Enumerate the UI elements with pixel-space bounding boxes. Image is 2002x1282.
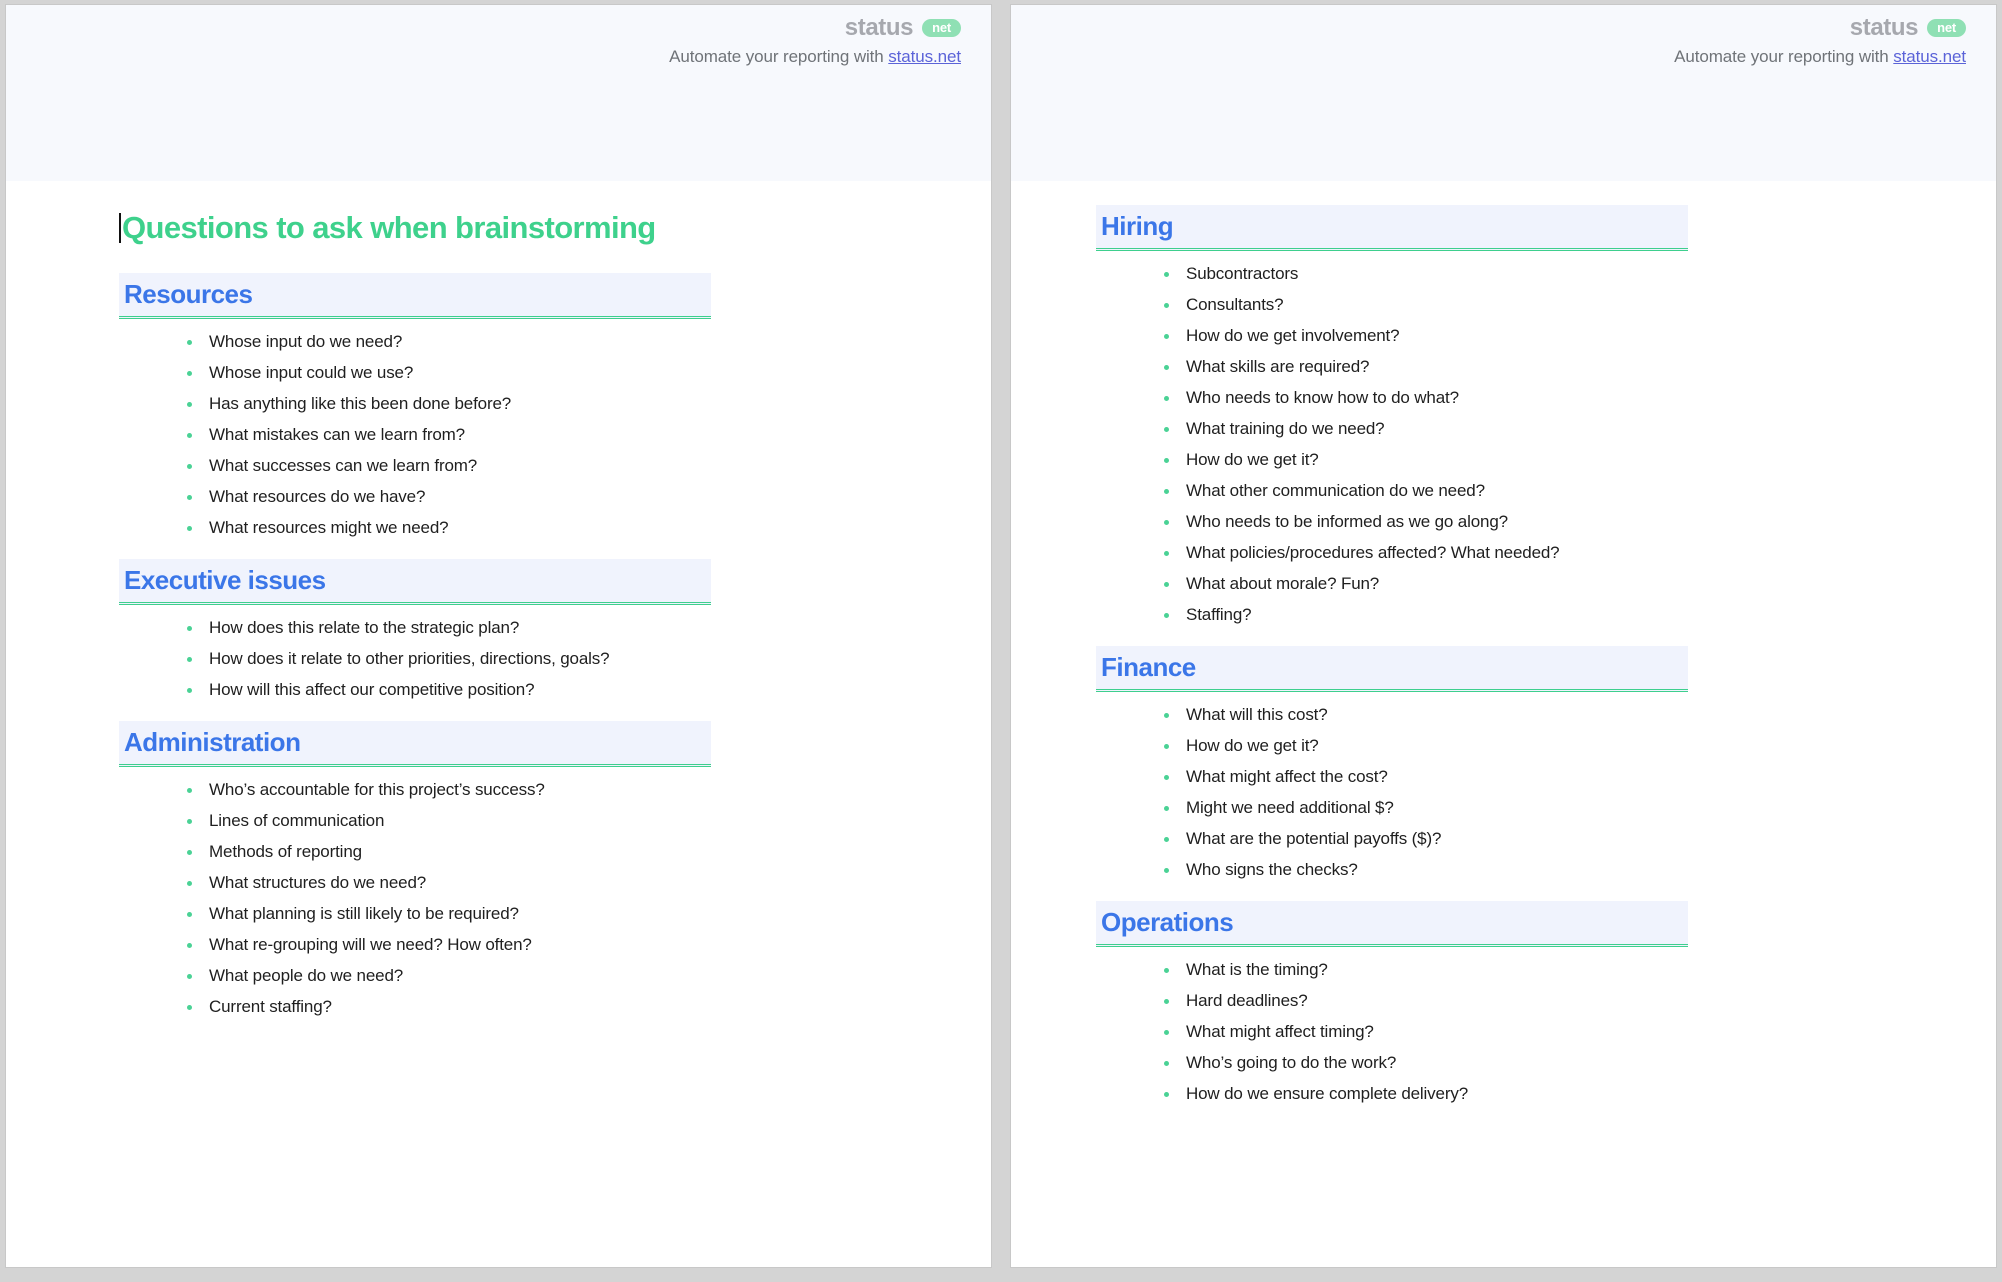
tagline-text: Automate your reporting with (669, 47, 889, 66)
statusnet-link[interactable]: status.net (888, 47, 961, 66)
page-header (6, 5, 991, 181)
list-item: How do we get involvement? (1164, 327, 1956, 345)
sections-list-page1 (119, 273, 951, 1016)
list-item: Staffing? (1164, 606, 1956, 624)
list-item: What policies/procedures affected? What needed? (1164, 544, 1956, 562)
statusnet-link[interactable]: status.net (1893, 47, 1966, 66)
list-item: What other communication do we need? (1164, 482, 1956, 500)
list-item: Subcontractors (1164, 265, 1956, 283)
bullet-list (119, 333, 951, 537)
document-page-2 (1010, 4, 1997, 1268)
list-item: What skills are required? (1164, 358, 1956, 376)
list-item: What people do we need? (187, 967, 951, 985)
list-item: How do we get it? (1164, 451, 1956, 469)
list-item: Hard deadlines? (1164, 992, 1956, 1010)
document-page-1 (5, 4, 992, 1268)
list-item: What successes can we learn from? (187, 457, 951, 475)
list-item: How do we ensure complete delivery? (1164, 1085, 1956, 1103)
list-item: How do we get it? (1164, 737, 1956, 755)
section-heading: Executive issues (119, 559, 711, 605)
header-tagline (1011, 47, 1966, 67)
list-item: Methods of reporting (187, 843, 951, 861)
list-item: Consultants? (1164, 296, 1956, 314)
section-resources (119, 273, 951, 537)
section-finance (1096, 646, 1956, 879)
list-item: What are the potential payoffs ($)? (1164, 830, 1956, 848)
list-item: What is the timing? (1164, 961, 1956, 979)
bullet-list (1096, 961, 1956, 1103)
list-item: Whose input could we use? (187, 364, 951, 382)
status-logo-text: status (844, 14, 914, 41)
list-item: What mistakes can we learn from? (187, 426, 951, 444)
status-logo-text: status (1849, 14, 1919, 41)
list-item: Current staffing? (187, 998, 951, 1016)
bullet-list (1096, 706, 1956, 879)
list-item: What training do we need? (1164, 420, 1956, 438)
section-heading: Resources (119, 273, 711, 319)
brand-lockup (6, 15, 961, 41)
page-body (1011, 205, 1996, 1103)
list-item: What planning is still likely to be required? (187, 905, 951, 923)
list-item: Who signs the checks? (1164, 861, 1956, 879)
net-badge: net (1927, 19, 1966, 37)
header-tagline (6, 47, 961, 67)
list-item: Who needs to be informed as we go along? (1164, 513, 1956, 531)
section-heading: Operations (1096, 901, 1688, 947)
bullet-list (119, 619, 951, 699)
list-item: What might affect the cost? (1164, 768, 1956, 786)
list-item: What might affect timing? (1164, 1023, 1956, 1041)
list-item: What structures do we need? (187, 874, 951, 892)
list-item: How does it relate to other priorities, directions, goals? (187, 650, 951, 668)
section-heading: Administration (119, 721, 711, 767)
section-hiring (1096, 205, 1956, 624)
list-item: Whose input do we need? (187, 333, 951, 351)
list-item: Has anything like this been done before? (187, 395, 951, 413)
brand-lockup (1011, 15, 1966, 41)
page-title (119, 209, 656, 247)
list-item: What will this cost? (1164, 706, 1956, 724)
list-item: What re-grouping will we need? How often? (187, 936, 951, 954)
list-item: Who needs to know how to do what? (1164, 389, 1956, 407)
text-cursor-caret (119, 213, 121, 243)
list-item: Who’s accountable for this project’s success? (187, 781, 951, 799)
list-item: Who’s going to do the work? (1164, 1054, 1956, 1072)
list-item: What resources do we have? (187, 488, 951, 506)
list-item: How will this affect our competitive position? (187, 681, 951, 699)
list-item: How does this relate to the strategic plan? (187, 619, 951, 637)
section-heading: Finance (1096, 646, 1688, 692)
section-administration (119, 721, 951, 1016)
list-item: What about morale? Fun? (1164, 575, 1956, 593)
page-body (6, 181, 991, 1016)
list-item: Lines of communication (187, 812, 951, 830)
list-item: What resources might we need? (187, 519, 951, 537)
section-operations (1096, 901, 1956, 1103)
bullet-list (119, 781, 951, 1016)
sections-list-page2 (1096, 205, 1956, 1103)
section-heading: Hiring (1096, 205, 1688, 251)
section-executive-issues (119, 559, 951, 699)
page-title-text: Questions to ask when brainstorming (122, 210, 656, 245)
tagline-text: Automate your reporting with (1674, 47, 1894, 66)
net-badge: net (922, 19, 961, 37)
page-header (1011, 5, 1996, 181)
list-item: Might we need additional $? (1164, 799, 1956, 817)
bullet-list (1096, 265, 1956, 624)
